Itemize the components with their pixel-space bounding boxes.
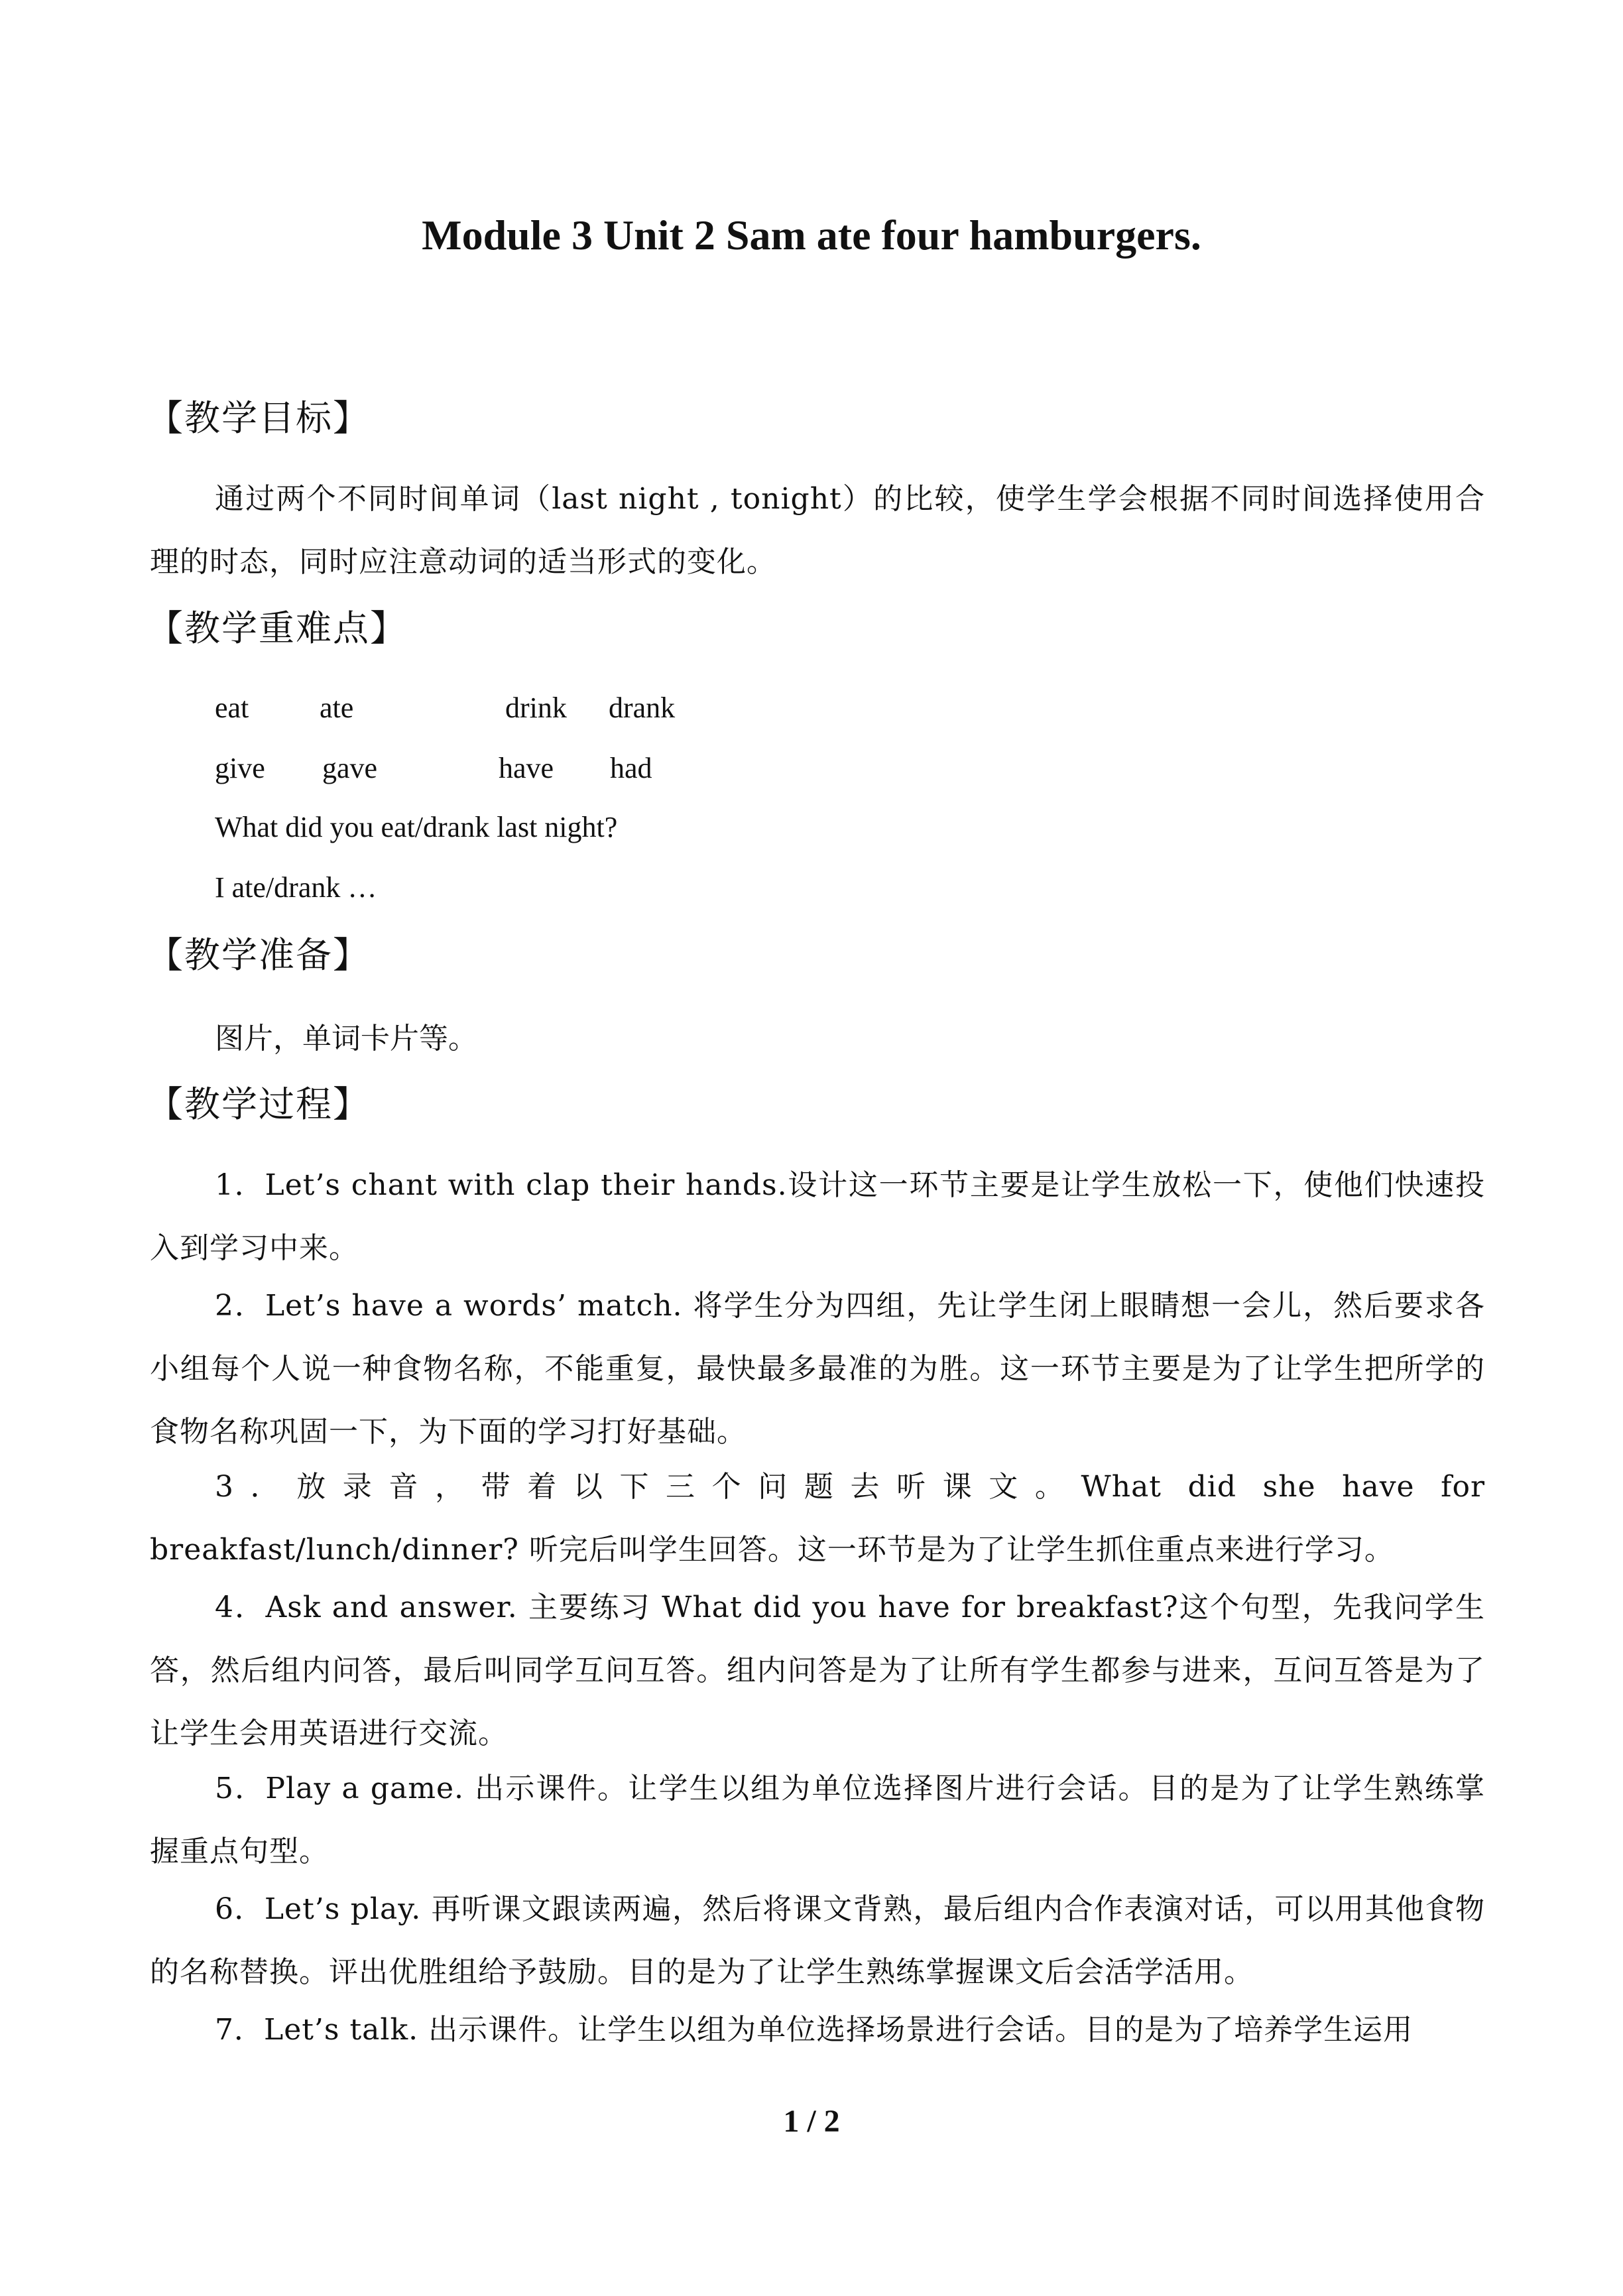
process-step-2: 2．Let’s have a words’ match. 将学生分为四组，先让学生闭上眼睛想一会儿，然后要求各小组每个人说一种食物名称，不能重复，最快最多最准的为胜。这一环节主要是为了让学生把所学的食物名称巩固一下，为下面的学习打好基础。 (150, 1289, 1485, 1449)
vocab-base: have (499, 752, 554, 784)
vocab-base: eat (215, 692, 249, 724)
preparation-text: 图片，单词卡片等。 (215, 1022, 477, 1056)
vocab-base: drink (505, 692, 567, 724)
vocab-past: gave (322, 752, 378, 784)
process-step-4: 4．Ask and answer. 主要练习 What did you have for breakfast?这个句型，先我问学生答，然后组内问答，最后叫同学互问互答。组内问答是为了让所有学生都参与进来，互问互答是为了让学生会用英语进行交流。 (150, 1591, 1485, 1750)
key-points-heading: 【教学重难点】 (147, 607, 407, 649)
example-answer: I ate/drank … (215, 871, 377, 904)
vocab-past: ate (320, 692, 354, 724)
process-step-3: 3．放录音，带着以下三个问题去听课文。What did she have for breakfast/lunch/dinner? 听完后叫学生回答。这一环节是为了让学生抓住重点来进行学习。 (150, 1470, 1485, 1567)
vocab-past: drank (609, 692, 676, 724)
page-number: 1 / 2 (783, 2104, 840, 2139)
process-heading: 【教学过程】 (147, 1083, 370, 1125)
process-step-7: 7．Let’s talk. 出示课件。让学生以组为单位选择场景进行会话。目的是为了培养学生运用 (215, 2013, 1413, 2047)
objectives-heading: 【教学目标】 (147, 397, 370, 439)
preparation-heading: 【教学准备】 (147, 934, 370, 976)
process-step-5: 5．Play a game. 出示课件。让学生以组为单位选择图片进行会话。目的是为了让学生熟练掌握重点句型。 (150, 1772, 1485, 1868)
vocab-base: give (215, 752, 265, 784)
document-title: Module 3 Unit 2 Sam ate four hamburgers. (422, 211, 1201, 259)
example-question: What did you eat/drank last night? (215, 811, 618, 843)
objectives-text: 通过两个不同时间单词（last night , tonight）的比较，使学生学会根据不同时间选择使用合理的时态，同时应注意动词的适当形式的变化。 (150, 482, 1485, 579)
process-step-1: 1．Let’s chant with clap their hands.设计这一环节主要是让学生放松一下，使他们快速投入到学习中来。 (150, 1168, 1485, 1265)
process-step-6: 6．Let’s play. 再听课文跟读两遍，然后将课文背熟，最后组内合作表演对话，可以用其他食物的名称替换。评出优胜组给予鼓励。目的是为了让学生熟练掌握课文后会活学活用。 (150, 1892, 1485, 1989)
vocab-past: had (610, 752, 652, 784)
